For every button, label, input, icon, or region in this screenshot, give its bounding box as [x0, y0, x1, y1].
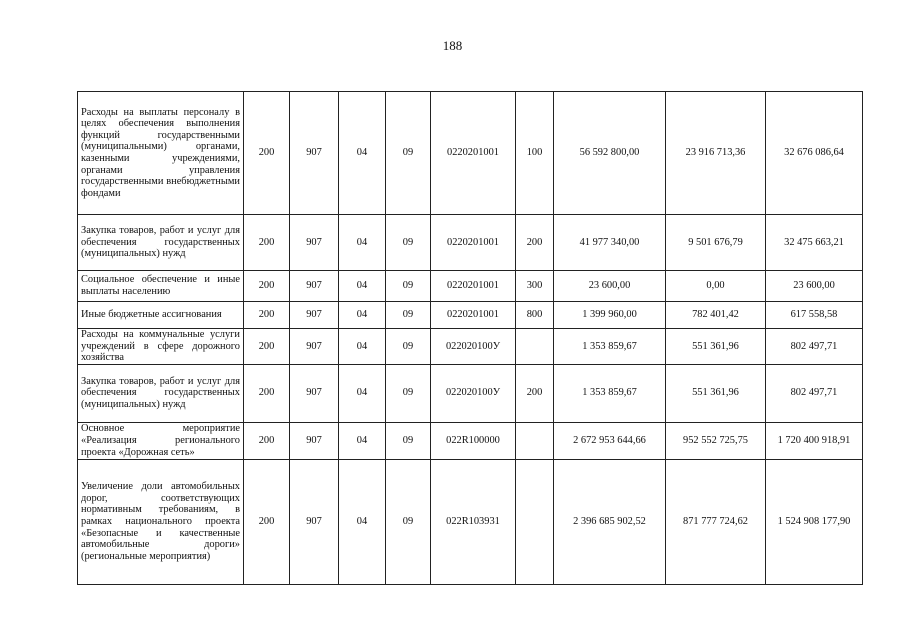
cell-sum3: 32 676 086,64 — [766, 92, 863, 215]
cell-name: Расходы на коммунальные услуги учреждений в сфере дорожного хозяйства — [78, 329, 244, 365]
cell-subsection: 09 — [386, 422, 431, 459]
cell-sum3: 802 497,71 — [766, 364, 863, 422]
cell-sum1: 1 353 859,67 — [554, 329, 666, 365]
cell-section: 04 — [339, 459, 386, 584]
cell-dept: 907 — [290, 92, 339, 215]
cell-vr — [516, 459, 554, 584]
cell-dept: 907 — [290, 364, 339, 422]
cell-vr: 200 — [516, 215, 554, 271]
cell-sum1: 41 977 340,00 — [554, 215, 666, 271]
cell-name: Основное мероприятие «Реализация регионального проекта «Дорожная сеть» — [78, 422, 244, 459]
table-row — [78, 302, 863, 329]
table-row — [78, 459, 863, 584]
cell-section: 04 — [339, 271, 386, 302]
cell-subsection: 09 — [386, 302, 431, 329]
cell-vr: 100 — [516, 92, 554, 215]
cell-dept: 907 — [290, 459, 339, 584]
cell-admin: 200 — [244, 92, 290, 215]
cell-admin: 200 — [244, 329, 290, 365]
cell-name: Закупка товаров, работ и услуг для обеспечения государственных (муниципальных) нужд — [78, 215, 244, 271]
cell-dept: 907 — [290, 271, 339, 302]
cell-vr: 200 — [516, 364, 554, 422]
cell-subsection: 09 — [386, 459, 431, 584]
cell-sum2: 782 401,42 — [666, 302, 766, 329]
cell-sum1: 56 592 800,00 — [554, 92, 666, 215]
cell-vr — [516, 422, 554, 459]
cell-sum1: 2 396 685 902,52 — [554, 459, 666, 584]
cell-section: 04 — [339, 215, 386, 271]
cell-admin: 200 — [244, 215, 290, 271]
cell-sum1: 1 353 859,67 — [554, 364, 666, 422]
cell-csr: 0220201001 — [431, 92, 516, 215]
cell-name: Иные бюджетные ассигнования — [78, 302, 244, 329]
cell-admin: 200 — [244, 364, 290, 422]
page-number: 188 — [442, 38, 463, 53]
cell-name: Социальное обеспечение и иные выплаты населению — [78, 271, 244, 302]
cell-subsection: 09 — [386, 271, 431, 302]
cell-sum1: 1 399 960,00 — [554, 302, 666, 329]
cell-section: 04 — [339, 364, 386, 422]
cell-vr: 300 — [516, 271, 554, 302]
cell-sum1: 2 672 953 644,66 — [554, 422, 666, 459]
cell-csr: 022020100У — [431, 329, 516, 365]
cell-name: Увеличение доли автомобильных дорог, соответствующих нормативным требованиям, в рамках национального проекта «Безопасные и качественные автомобильные дороги» (региональные мероприятия) — [78, 459, 244, 584]
cell-sum2: 9 501 676,79 — [666, 215, 766, 271]
cell-admin: 200 — [244, 302, 290, 329]
cell-csr: 022020100У — [431, 364, 516, 422]
cell-csr: 022R103931 — [431, 459, 516, 584]
budget-table — [77, 91, 863, 585]
cell-dept: 907 — [290, 215, 339, 271]
cell-section: 04 — [339, 92, 386, 215]
cell-sum2: 551 361,96 — [666, 364, 766, 422]
cell-csr: 0220201001 — [431, 271, 516, 302]
cell-sum3: 1 720 400 918,91 — [766, 422, 863, 459]
cell-subsection: 09 — [386, 329, 431, 365]
table-row — [78, 92, 863, 215]
cell-vr: 800 — [516, 302, 554, 329]
cell-sum3: 1 524 908 177,90 — [766, 459, 863, 584]
cell-vr — [516, 329, 554, 365]
table-body — [78, 92, 863, 585]
table-row — [78, 329, 863, 365]
cell-sum2: 952 552 725,75 — [666, 422, 766, 459]
table-row — [78, 422, 863, 459]
cell-sum3: 32 475 663,21 — [766, 215, 863, 271]
cell-admin: 200 — [244, 271, 290, 302]
cell-sum2: 551 361,96 — [666, 329, 766, 365]
cell-csr: 0220201001 — [431, 302, 516, 329]
cell-dept: 907 — [290, 302, 339, 329]
cell-name: Расходы на выплаты персоналу в целях обеспечения выполнения функций государственными (муниципальными) органами, казенными учреждениями, органами управления государственными внебюджетными фондами — [78, 92, 244, 215]
cell-section: 04 — [339, 329, 386, 365]
cell-sum3: 617 558,58 — [766, 302, 863, 329]
cell-subsection: 09 — [386, 364, 431, 422]
cell-csr: 022R100000 — [431, 422, 516, 459]
cell-admin: 200 — [244, 422, 290, 459]
cell-sum2: 0,00 — [666, 271, 766, 302]
cell-dept: 907 — [290, 329, 339, 365]
cell-sum3: 23 600,00 — [766, 271, 863, 302]
table-row — [78, 215, 863, 271]
cell-name: Закупка товаров, работ и услуг для обеспечения государственных (муниципальных) нужд — [78, 364, 244, 422]
cell-csr: 0220201001 — [431, 215, 516, 271]
cell-section: 04 — [339, 302, 386, 329]
cell-subsection: 09 — [386, 92, 431, 215]
table-row — [78, 364, 863, 422]
cell-admin: 200 — [244, 459, 290, 584]
table-row — [78, 271, 863, 302]
cell-subsection: 09 — [386, 215, 431, 271]
cell-section: 04 — [339, 422, 386, 459]
cell-sum2: 871 777 724,62 — [666, 459, 766, 584]
cell-sum3: 802 497,71 — [766, 329, 863, 365]
cell-dept: 907 — [290, 422, 339, 459]
cell-sum2: 23 916 713,36 — [666, 92, 766, 215]
cell-sum1: 23 600,00 — [554, 271, 666, 302]
